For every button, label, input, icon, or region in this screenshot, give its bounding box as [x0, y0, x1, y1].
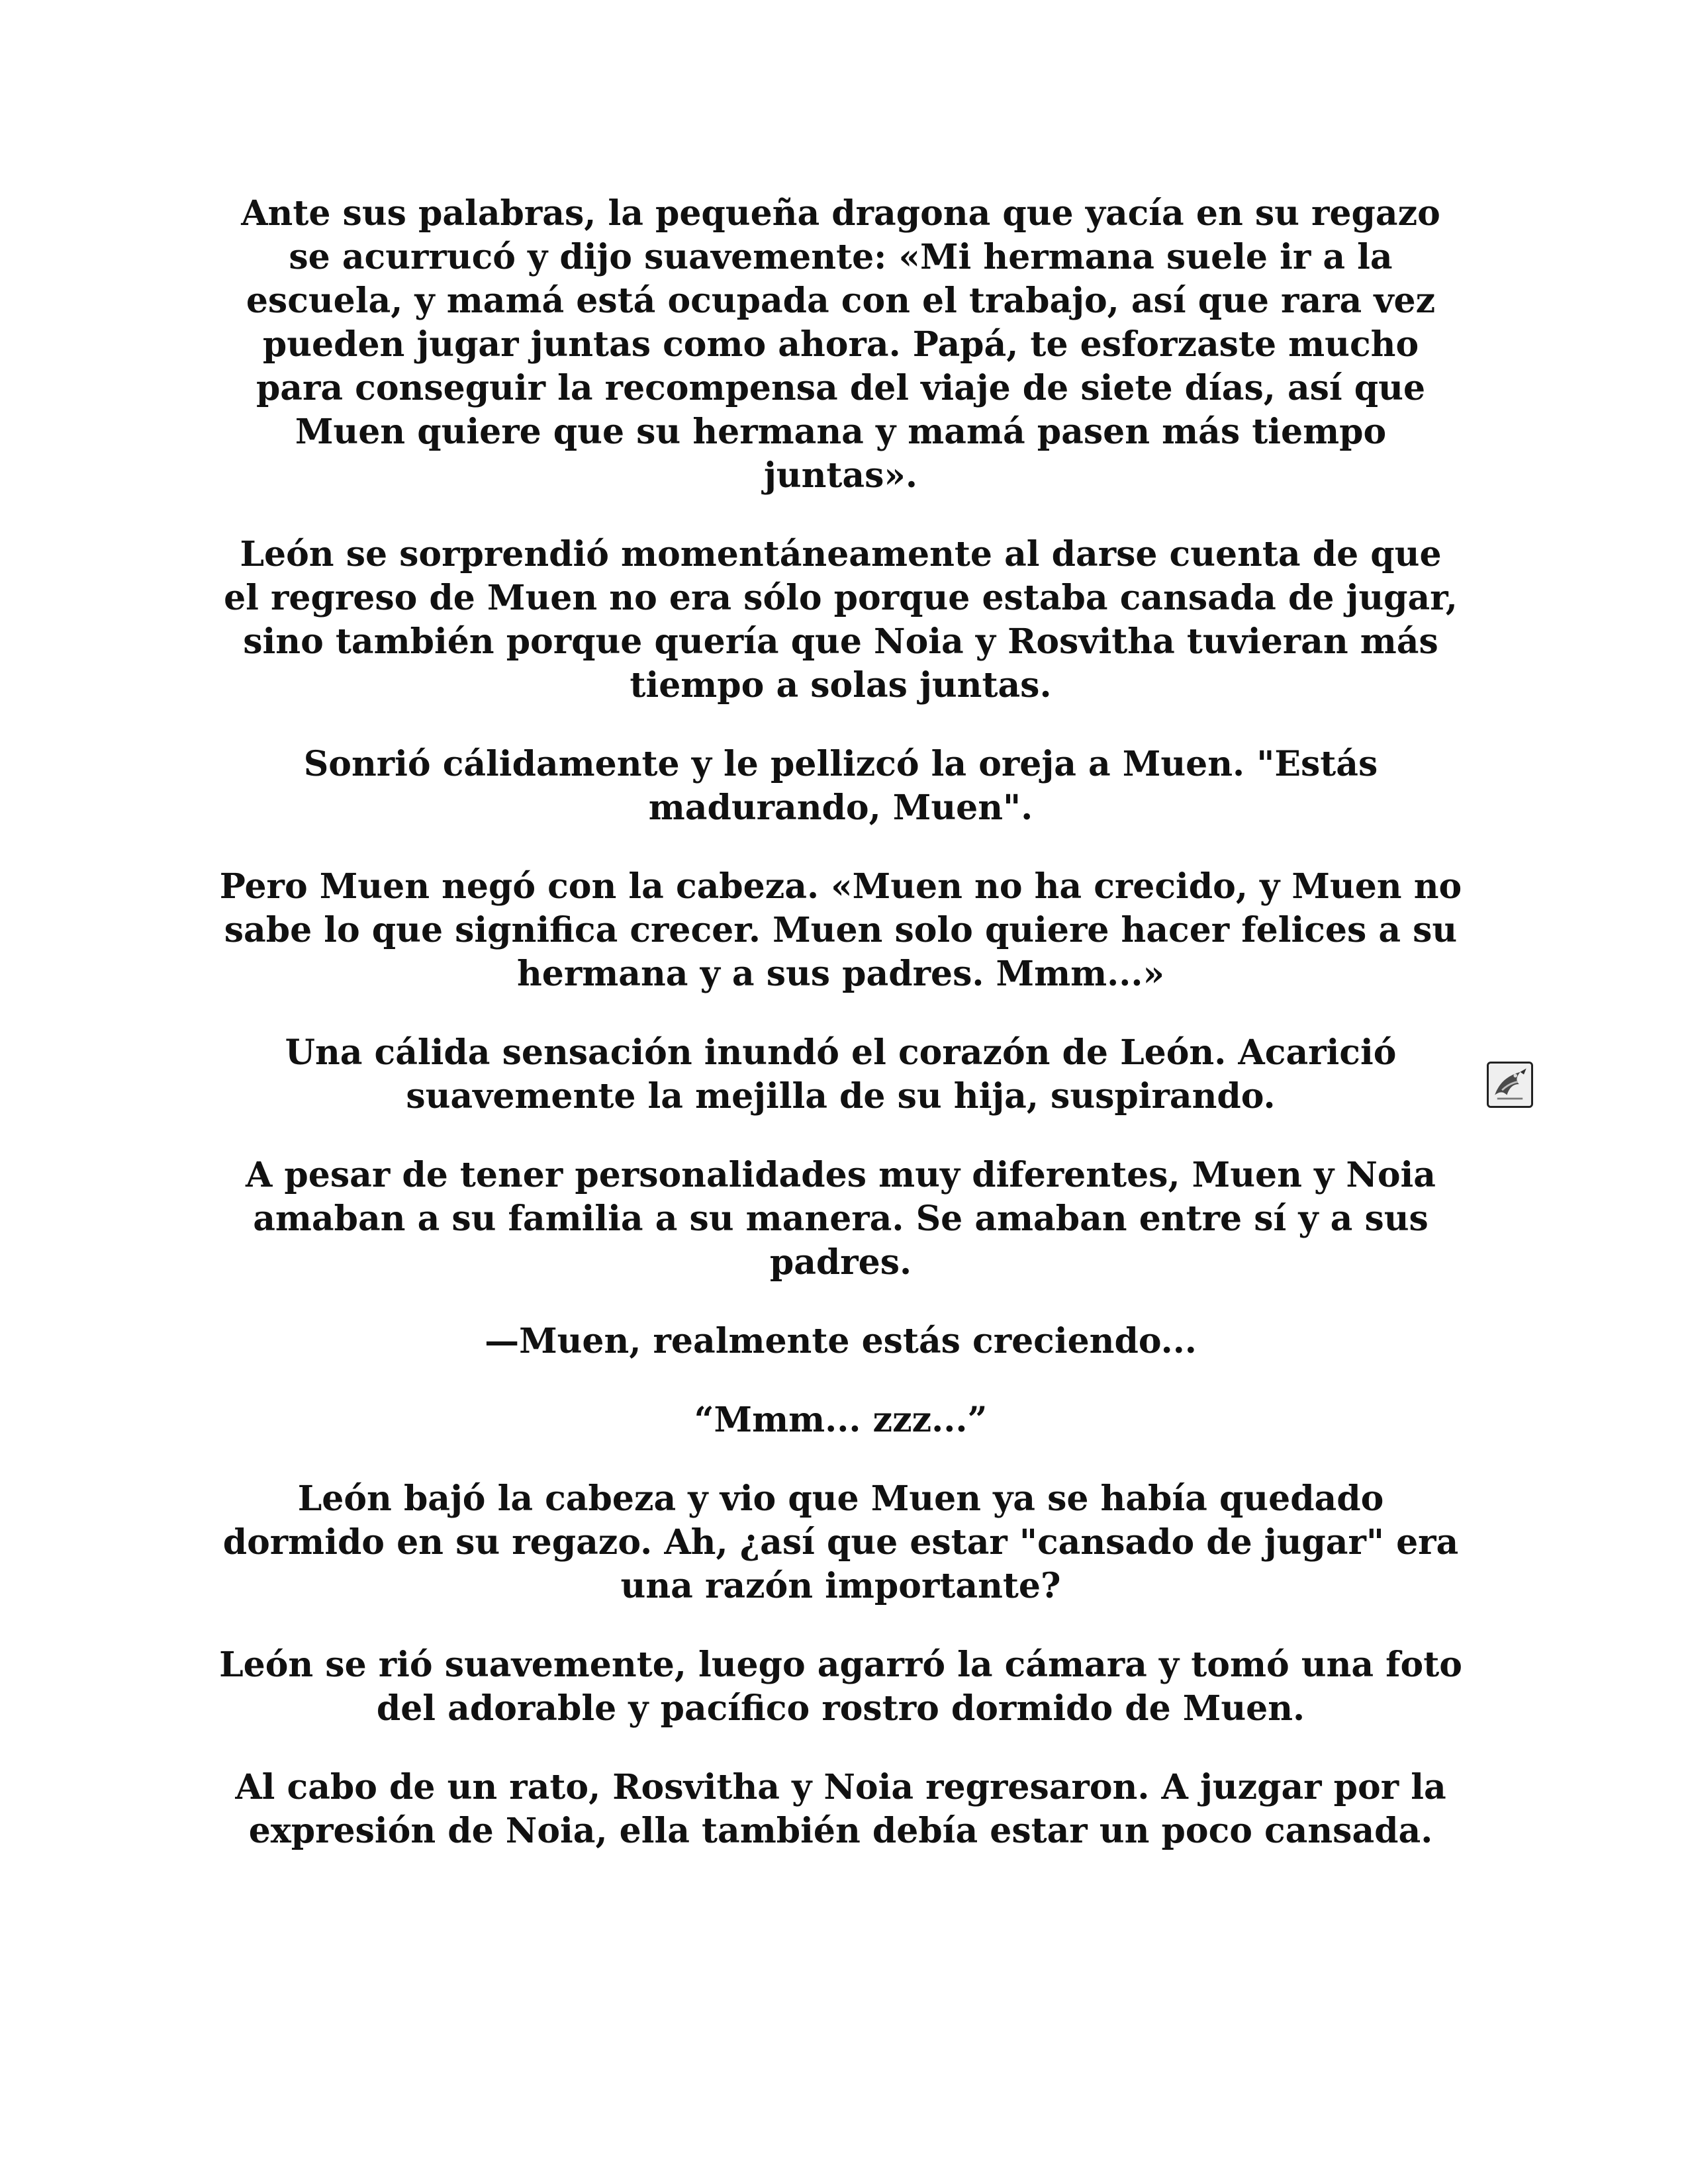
paragraph-6: A pesar de tener personalidades muy diferentes, Muen y Noia amaban a su familia a su manera. Se amaban entre sí y a sus padres.: [245, 1155, 1436, 1283]
paragraph-8: “Mmm... zzz...”: [694, 1400, 988, 1440]
dragon-emblem-icon: [1487, 1062, 1533, 1108]
paragraph-2: León se sorprendió momentáneamente al darse cuenta de que el regreso de Muen no era sólo porque estaba cansada de jugar, sino también porque quería que Noia y Rosvitha tuvieran más tiempo a solas juntas.: [224, 534, 1458, 705]
paragraph-7: —Muen, realmente estás creciendo...: [485, 1321, 1197, 1361]
paragraph-11: Al cabo de un rato, Rosvitha y Noia regresaron. A juzgar por la expresión de Noia, ella también debía estar un poco cansada.: [235, 1767, 1446, 1851]
paragraph-4: Pero Muen negó con la cabeza. «Muen no ha crecido, y Muen no sabe lo que significa crecer. Muen solo quiere hacer felices a su hermana y a sus padres. Mmm...»: [219, 866, 1462, 994]
paragraph-10: León se rió suavemente, luego agarró la cámara y tomó una foto del adorable y pacífico rostro dormido de Muen.: [219, 1645, 1462, 1729]
paragraph-3: Sonrió cálidamente y le pellizcó la oreja a Muen. "Estás madurando, Muen".: [303, 744, 1378, 828]
paragraph-5: Una cálida sensación inundó el corazón de León. Acarició suavemente la mejilla de su hija, suspirando.: [285, 1032, 1397, 1116]
paragraph-9: León bajó la cabeza y vio que Muen ya se había quedado dormido en su regazo. Ah, ¿así que estar "cansado de jugar" era una razón importante?: [222, 1479, 1459, 1606]
paragraph-1: Ante sus palabras, la pequeña dragona que yacía en su regazo se acurrucó y dijo suavemente: «Mi hermana suele ir a la escuela, y mamá está ocupada con el trabajo, así que rara vez pueden jugar juntas como ahora. Papá, te esforzaste mucho para conseguir la recompensa del viaje de siete días, así que Muen quiere que su hermana y mamá pasen más tiempo juntas».: [241, 193, 1440, 496]
story-text: [218, 192, 1463, 1888]
